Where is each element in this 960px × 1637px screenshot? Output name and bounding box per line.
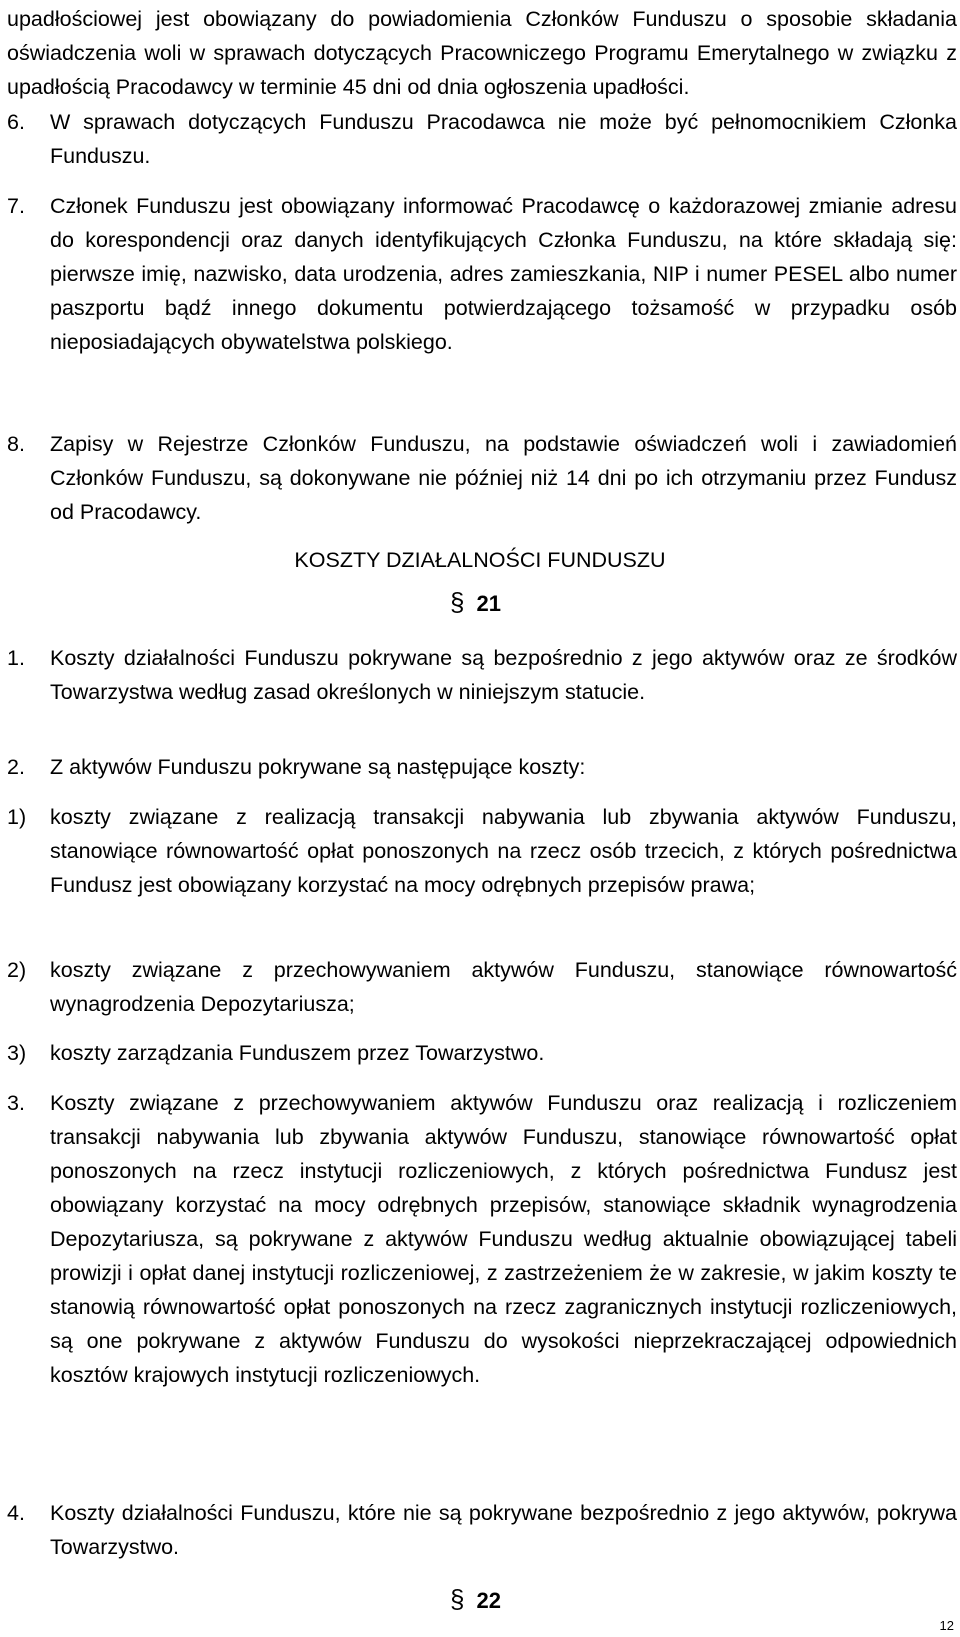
item-number: 2. xyxy=(7,755,25,779)
point-6 xyxy=(7,105,957,173)
item-number: 1. xyxy=(7,646,25,670)
section-21-heading xyxy=(450,585,501,621)
subitem-text: koszty zarządzania Funduszem przez Towarzystwo. xyxy=(50,1041,545,1065)
item-21-4 xyxy=(7,1496,957,1564)
point-7 xyxy=(7,189,957,359)
item-21-1 xyxy=(7,641,957,709)
item-text: Koszty działalności Funduszu pokrywane są bezpośrednio z jego aktywów oraz ze środków Towarzystwa według zasad określonych w niniejszym statucie. xyxy=(50,646,957,704)
point-text: Zapisy w Rejestrze Członków Funduszu, na podstawie oświadczeń woli i zawiadomień Członków Funduszu, są dokonywane nie później niż 14 dni po ich otrzymaniu przez Fundusz od Pracodawcy. xyxy=(50,432,957,524)
item-21-2 xyxy=(7,750,957,784)
subitem-text: koszty związane z realizacją transakcji nabywania lub zbywania aktywów Funduszu, stanowiące równowartość opłat ponoszonych na rzecz osób trzecich, z których pośrednictwa Fundusz jest obowiązany korzystać na mocy odrębnych przepisów prawa; xyxy=(50,805,957,897)
item-text: Koszty związane z przechowywaniem aktywów Funduszu oraz realizacją i rozliczeniem transakcji nabywania lub zbywania aktywów Funduszu, stanowiące równowartość opłat ponoszonych na rzecz instytucji rozliczeniowych, z których pośrednictwa Fundusz jest obowiązany korzystać na mocy odrębnych przepisów, stanowiące składnik wynagrodzenia Depozytariusza, są pokrywane z aktywów Funduszu według aktualnie obowiązującej tabeli prowizji i opłat danej instytucji rozliczeniowej, z zastrzeżeniem że w zakresie, w jakim koszty te stanowią równowartość opłat ponoszonych na rzecz zagranicznych instytucji rozliczeniowych, są one pokrywane z aktywów Funduszu do wysokości nieprzekraczającej odpowiednich kosztów krajowych instytucji rozliczeniowych. xyxy=(50,1091,957,1387)
subitem-number: 3) xyxy=(7,1041,27,1065)
section-symbol: § xyxy=(450,587,465,617)
section-number: 22 xyxy=(476,1588,501,1613)
intro-paragraph: upadłościowej jest obowiązany do powiadomienia Członków Funduszu o sposobie składania oświadczenia woli w sprawach dotyczących Pracowniczego Programu Emerytalnego w związku z upadłością Pracodawcy w terminie 45 dni od dnia ogłoszenia upadłości. xyxy=(7,7,957,99)
page-number: 12 xyxy=(939,1618,954,1633)
point-number: 8. xyxy=(7,432,25,456)
section-number: 21 xyxy=(476,591,501,616)
item-text: Koszty działalności Funduszu, które nie są pokrywane bezpośrednio z jego aktywów, pokrywa Towarzystwo. xyxy=(50,1501,957,1559)
section-22-heading xyxy=(450,1582,501,1618)
point-number: 7. xyxy=(7,194,25,218)
item-number: 3. xyxy=(7,1091,25,1115)
section-title: KOSZTY DZIAŁALNOŚCI FUNDUSZU xyxy=(294,548,666,572)
subitem-2 xyxy=(7,953,957,1021)
item-21-3 xyxy=(7,1086,957,1392)
item-text: Z aktywów Funduszu pokrywane są następujące koszty: xyxy=(50,755,586,779)
point-number: 6. xyxy=(7,110,25,134)
subitem-text: koszty związane z przechowywaniem aktywów Funduszu, stanowiące równowartość wynagrodzenia Depozytariusza; xyxy=(50,958,957,1016)
item-number: 4. xyxy=(7,1501,25,1525)
subitem-3 xyxy=(7,1036,957,1070)
subitem-number: 2) xyxy=(7,958,27,982)
section-symbol: § xyxy=(450,1584,465,1614)
point-text: Członek Funduszu jest obowiązany informować Pracodawcę o każdorazowej zmianie adresu do korespondencji oraz danych identyfikujących Członka Funduszu, na które składają się: pierwsze imię, nazwisko, data urodzenia, adres zamieszkania, NIP i numer PESEL albo numer paszportu bądź innego dokumentu potwierdzającego tożsamość w przypadku osób nieposiadających obywatelstwa polskiego. xyxy=(50,194,957,354)
subitem-number: 1) xyxy=(7,805,27,829)
point-text: W sprawach dotyczących Funduszu Pracodawca nie może być pełnomocnikiem Członka Funduszu. xyxy=(50,110,957,168)
point-8 xyxy=(7,427,957,529)
subitem-1 xyxy=(7,800,957,902)
